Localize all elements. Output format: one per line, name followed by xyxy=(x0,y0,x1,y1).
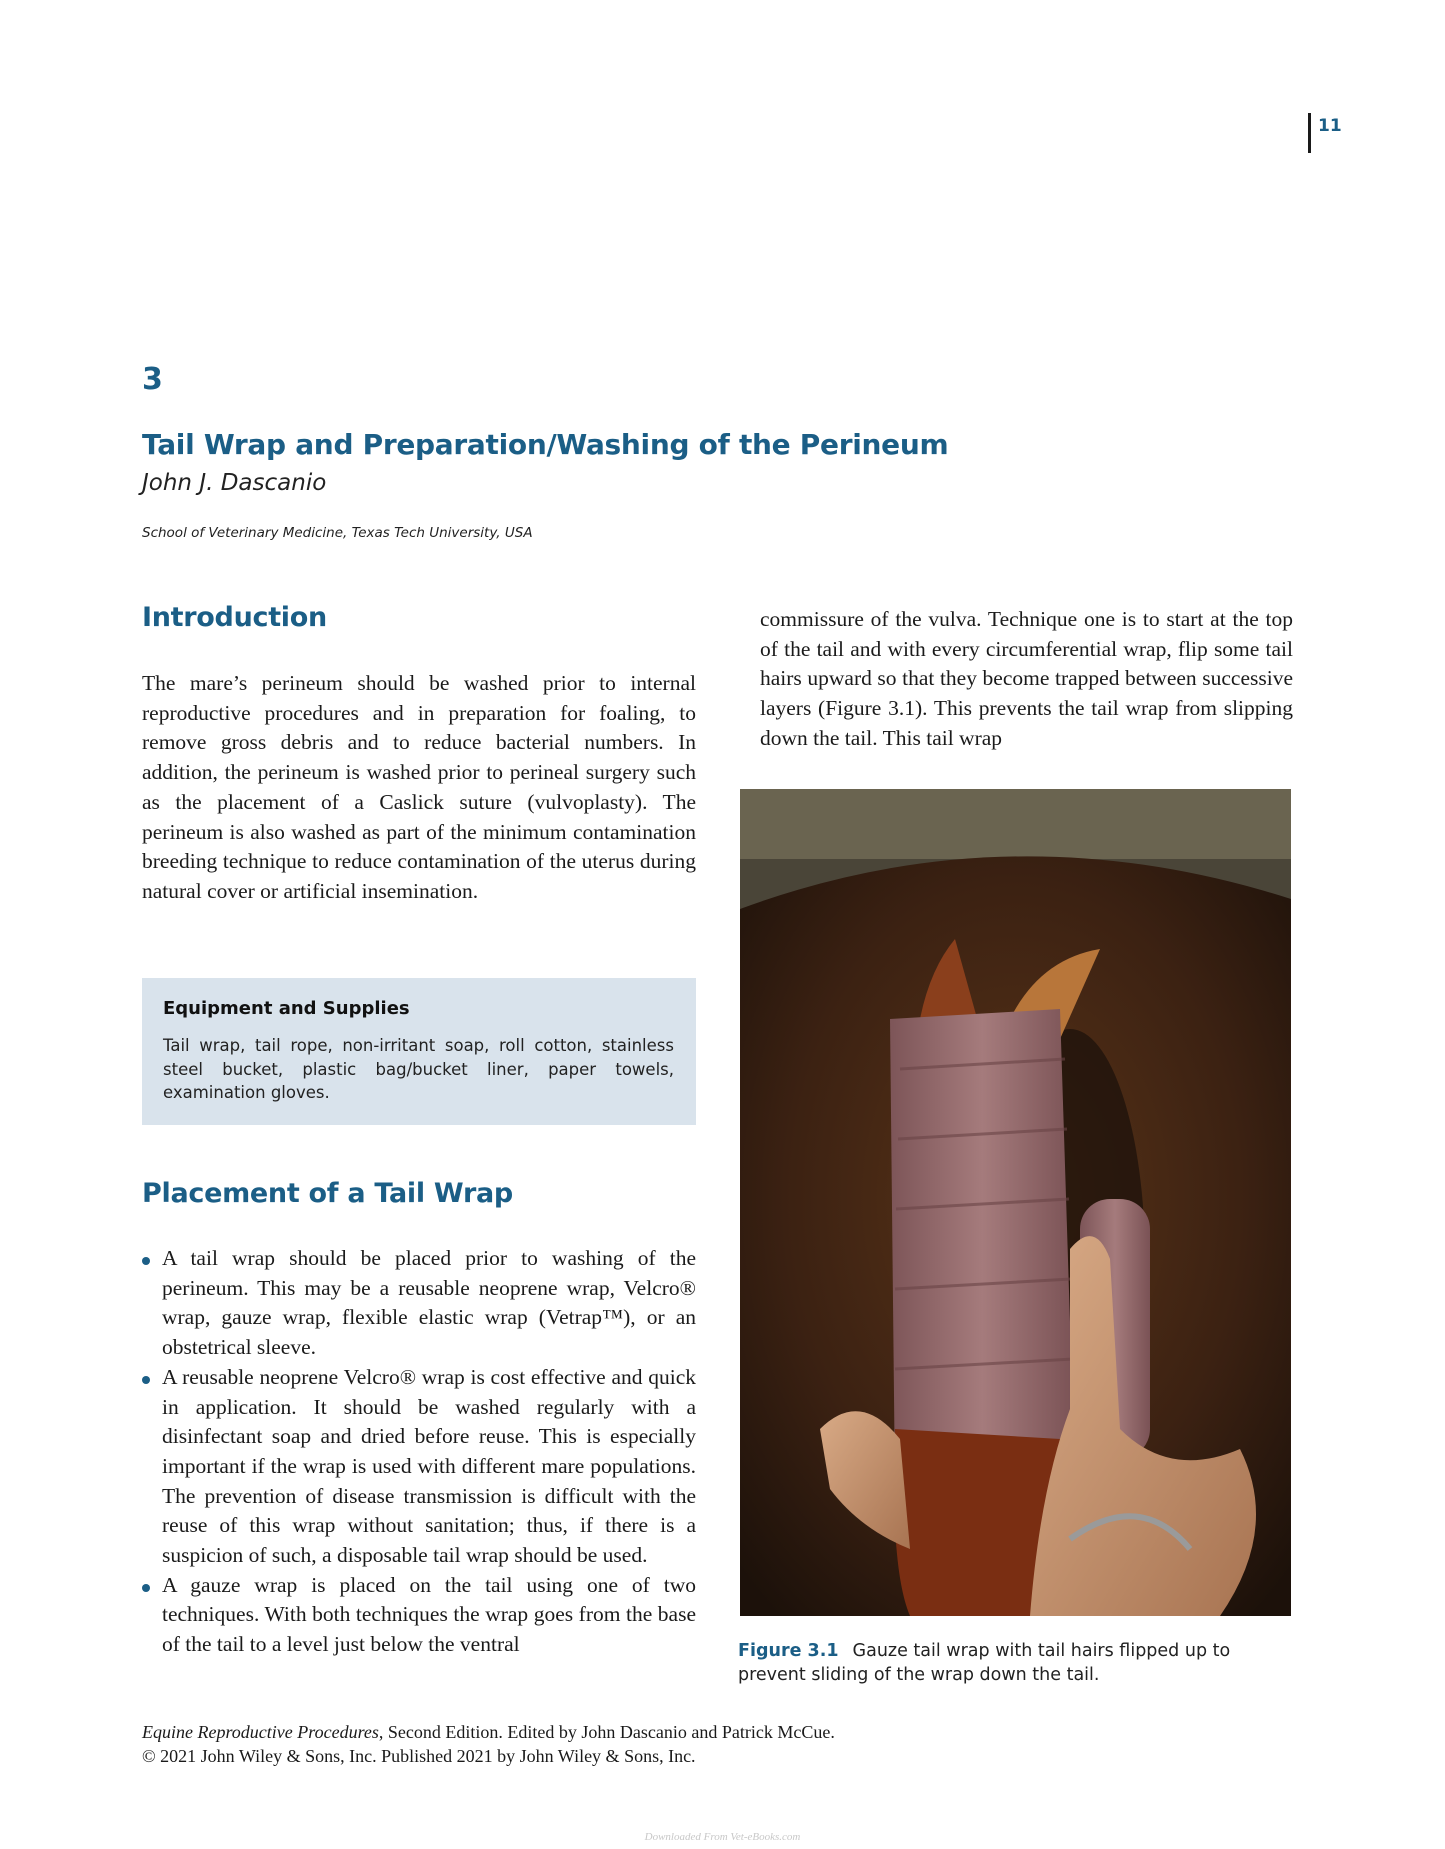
author-affiliation: School of Veterinary Medicine, Texas Tech University, USA xyxy=(142,525,533,541)
bullet-item: A reusable neoprene Velcro® wrap is cost effective and quick in application. It should be washed regularly with a disinfectant soap and dried before reuse. This is especially important if the wrap is used with different mare populations. The prevention of disease transmission is difficult with the reuse of this wrap without sanitation; thus, if there is a suspicion of such, a disposable tail wrap should be used. xyxy=(142,1363,696,1571)
right-column-paragraph: commissure of the vulva. Technique one is to start at the top of the tail and with every circumferential wrap, flip some tail hairs upward so that they become trapped between successive layers (Figure 3.1). This prevents the tail wrap from slipping down the tail. This tail wrap xyxy=(760,607,1293,750)
footer-line-2: © 2021 John Wiley & Sons, Inc. Published 2021 by John Wiley & Sons, Inc. xyxy=(142,1746,696,1766)
bullet-item: A tail wrap should be placed prior to washing of the perineum. This may be a reusable neoprene wrap, Velcro® wrap, gauze wrap, flexible elastic wrap (Vetrap™), or an obstetrical sleeve. xyxy=(142,1244,696,1363)
edition-editors: , Second Edition. Edited by John Dascanio and Patrick McCue. xyxy=(378,1722,835,1742)
placement-bullet-list xyxy=(142,1244,696,1660)
chapter-title: Tail Wrap and Preparation/Washing of the Perineum xyxy=(142,428,949,461)
equipment-box-title: Equipment and Supplies xyxy=(163,998,410,1019)
placement-heading: Placement of a Tail Wrap xyxy=(142,1178,513,1209)
introduction-paragraph: The mare’s perineum should be washed prior to internal reproductive procedures and in preparation for foaling, to remove gross debris and to reduce bacterial numbers. In addition, the perineum is washed prior to perineal surgery such as the placement of a Caslick suture (vulvoplasty). The perineum is also washed as part of the minimum contamination breeding technique to reduce contamination of the uterus during natural cover or artificial insemination. xyxy=(142,671,696,903)
chapter-number: 3 xyxy=(142,362,163,397)
figure-caption xyxy=(738,1640,1298,1687)
page-number-rule xyxy=(1308,113,1311,153)
equipment-supplies-box xyxy=(142,978,696,1125)
bullet-item: A gauze wrap is placed on the tail using one of two techniques. With both techniques the wrap goes from the base of the tail to a level just below the ventral xyxy=(142,1571,696,1660)
figure-label: Figure 3.1 xyxy=(738,1641,839,1661)
equipment-box-text: Tail wrap, tail rope, non-irritant soap, roll cotton, stainless steel bucket, plastic bag/bucket liner, paper towels, examination gloves. xyxy=(163,1036,674,1102)
page-number: 11 xyxy=(1318,116,1342,136)
copyright-footer xyxy=(142,1720,835,1768)
figure-caption-text: Gauze tail wrap with tail hairs flipped up to prevent sliding of the wrap down the tail. xyxy=(738,1641,1231,1685)
introduction-heading: Introduction xyxy=(142,602,327,633)
book-title: Equine Reproductive Procedures xyxy=(142,1722,379,1742)
author-name: John J. Dascanio xyxy=(142,470,327,496)
tail-wrap-photo-illustration xyxy=(740,789,1291,1616)
download-watermark: Downloaded From Vet-eBooks.com xyxy=(644,1831,801,1843)
figure-photo-tail-wrap xyxy=(740,789,1291,1616)
footer-line-1 xyxy=(142,1720,835,1744)
